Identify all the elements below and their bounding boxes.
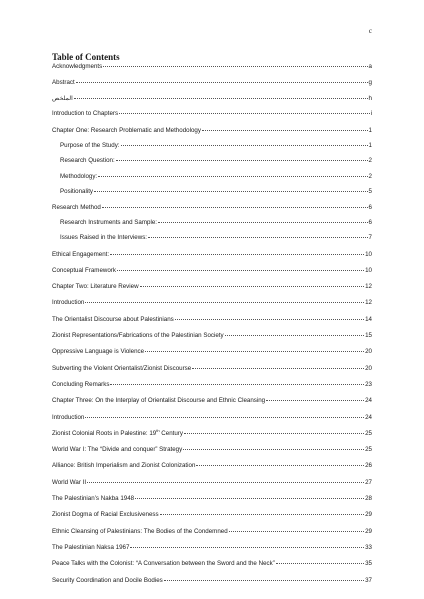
toc-entry[interactable] bbox=[52, 142, 372, 149]
toc-entry-label bbox=[52, 560, 275, 567]
toc-entry-label-text: Zionist Representations/Fabrications of the Palestinian Society bbox=[52, 332, 224, 340]
toc-entry-label bbox=[52, 283, 139, 290]
toc-entry-page: 29 bbox=[365, 511, 372, 519]
toc-entry-label bbox=[52, 95, 73, 102]
toc-entry-label bbox=[52, 63, 102, 70]
toc-entry-label bbox=[52, 204, 101, 211]
toc-entry-page: 15 bbox=[365, 332, 372, 340]
toc-entry-label-text: Conceptual Framework bbox=[52, 266, 116, 274]
toc-entry-page: 24 bbox=[365, 413, 372, 421]
toc-entry-label-text: Research Question: bbox=[60, 157, 115, 165]
dot-leader bbox=[121, 145, 368, 146]
toc-entry-page: 25 bbox=[365, 446, 372, 454]
toc-entry-label bbox=[52, 479, 86, 486]
dot-leader bbox=[94, 191, 368, 192]
toc-entry-label-text: World War I: The “Divide and conquer” Strategy bbox=[52, 446, 183, 454]
toc-entry-page: i bbox=[370, 110, 372, 118]
toc-entry-label bbox=[52, 495, 134, 502]
toc-entry-page: 7 bbox=[368, 234, 372, 242]
toc-entry[interactable] bbox=[52, 560, 372, 567]
dot-leader bbox=[110, 254, 364, 255]
toc-entry-label-text: Zionist Colonial Roots in Palestine: 19 bbox=[52, 429, 157, 437]
toc-entry[interactable] bbox=[52, 544, 372, 551]
toc-entry-page: 20 bbox=[365, 348, 372, 356]
dot-leader bbox=[119, 113, 370, 114]
toc-list bbox=[52, 61, 372, 584]
dot-leader bbox=[135, 498, 364, 499]
dot-leader bbox=[140, 286, 365, 287]
toc-entry-page: 10 bbox=[365, 266, 372, 274]
toc-entry[interactable] bbox=[52, 219, 372, 226]
toc-entry-label-text: Acknowledgments bbox=[52, 62, 103, 70]
page-number: c bbox=[368, 27, 372, 35]
toc-entry-label bbox=[52, 299, 84, 306]
toc-entry[interactable] bbox=[52, 204, 372, 211]
toc-entry[interactable] bbox=[52, 267, 372, 274]
toc-entry[interactable] bbox=[52, 283, 372, 290]
toc-entry-label-text: Ethical Engagement: bbox=[52, 250, 110, 258]
dot-leader bbox=[158, 222, 368, 223]
toc-entry-page: 1 bbox=[368, 142, 372, 150]
toc-entry-page: g bbox=[368, 78, 372, 86]
toc-entry-label-text: Subverting the Violent Orientalist/Zionist Discourse bbox=[52, 364, 192, 372]
dot-leader bbox=[130, 547, 364, 548]
toc-entry-label bbox=[52, 544, 129, 551]
toc-entry-label-text: Chapter Three: On the Interplay of Orientalist Discourse and Ethnic Cleansing bbox=[52, 397, 266, 405]
toc-entry-label bbox=[52, 332, 224, 339]
dot-leader bbox=[85, 417, 364, 418]
toc-entry[interactable] bbox=[52, 79, 372, 86]
toc-entry-label-suffix: Century bbox=[159, 429, 183, 437]
toc-entry-page: 14 bbox=[365, 315, 372, 323]
toc-entry-label bbox=[52, 348, 144, 355]
toc-entry[interactable] bbox=[52, 479, 372, 486]
toc-entry[interactable] bbox=[52, 188, 372, 195]
toc-entry-page: 12 bbox=[365, 299, 372, 307]
toc-entry[interactable] bbox=[52, 577, 372, 584]
dot-leader bbox=[225, 335, 364, 336]
toc-entry[interactable] bbox=[52, 462, 372, 469]
toc-entry-page: 5 bbox=[368, 188, 372, 196]
toc-title: Table of Contents bbox=[52, 52, 120, 62]
dot-leader bbox=[164, 580, 364, 581]
dot-leader bbox=[74, 98, 368, 99]
dot-leader bbox=[266, 400, 364, 401]
dot-leader bbox=[98, 176, 367, 177]
toc-entry[interactable] bbox=[52, 157, 372, 164]
toc-entry[interactable] bbox=[52, 397, 372, 404]
dot-leader bbox=[103, 66, 367, 67]
toc-entry[interactable] bbox=[52, 251, 372, 258]
toc-entry[interactable] bbox=[52, 446, 372, 453]
toc-entry-label-text: Positionality bbox=[60, 188, 94, 196]
toc-entry-label bbox=[52, 110, 118, 117]
dot-leader bbox=[229, 531, 364, 532]
toc-entry-page: 29 bbox=[365, 527, 372, 535]
toc-entry-page: 33 bbox=[365, 543, 372, 551]
toc-entry-label bbox=[60, 188, 93, 195]
dot-leader bbox=[102, 207, 368, 208]
toc-entry-label-text: Oppressive Language is Violence bbox=[52, 348, 145, 356]
toc-entry[interactable] bbox=[52, 528, 372, 535]
toc-entry-label-text: Alliance: British Imperialism and Zionist Colonization bbox=[52, 462, 196, 470]
toc-entry-label bbox=[52, 381, 109, 388]
toc-entry-label-text: Introduction to Chapters bbox=[52, 110, 119, 118]
toc-entry-label bbox=[52, 267, 116, 274]
toc-entry-label-text: Introduction bbox=[52, 413, 85, 421]
toc-entry-label bbox=[60, 157, 115, 164]
toc-entry-page: 20 bbox=[365, 364, 372, 372]
toc-entry-page: 35 bbox=[365, 560, 372, 568]
dot-leader bbox=[276, 563, 364, 564]
dot-leader bbox=[110, 384, 364, 385]
dot-leader bbox=[85, 302, 364, 303]
toc-entry[interactable] bbox=[52, 63, 372, 70]
toc-entry-label bbox=[52, 427, 183, 437]
toc-entry-label-text: The Palestinian Naksa 1967 bbox=[52, 543, 130, 551]
toc-entry-label-text: Issues Raised in the Interviews: bbox=[60, 234, 148, 242]
dot-leader bbox=[183, 449, 364, 450]
toc-entry[interactable] bbox=[52, 365, 372, 372]
toc-entry-page: 26 bbox=[365, 462, 372, 470]
toc-entry-label bbox=[60, 234, 147, 241]
toc-entry[interactable] bbox=[52, 95, 372, 102]
dot-leader bbox=[116, 160, 368, 161]
toc-entry-label-text: Chapter One: Research Problematic and Methodology bbox=[52, 126, 201, 134]
toc-entry-label bbox=[52, 462, 195, 469]
dot-leader bbox=[148, 237, 368, 238]
toc-entry-page: h bbox=[368, 95, 372, 103]
toc-entry[interactable] bbox=[52, 316, 372, 323]
toc-entry[interactable] bbox=[52, 173, 372, 180]
toc-entry-label-text: The Palestinian’s Nakba 1948 bbox=[52, 495, 135, 503]
toc-entry-label bbox=[52, 397, 265, 404]
toc-entry-page: 25 bbox=[365, 429, 372, 437]
toc-entry-page: 2 bbox=[368, 172, 372, 180]
toc-entry-label-text: Introduction bbox=[52, 299, 85, 307]
toc-entry-label-text: Peace Talks with the Colonist: “A Conversation between the Sword and the Neck” bbox=[52, 560, 275, 568]
toc-entry-label-text: Research Instruments and Sample: bbox=[60, 218, 157, 226]
dot-leader bbox=[196, 465, 364, 466]
toc-entry[interactable] bbox=[52, 427, 372, 437]
toc-entry-label-text: الملخص bbox=[52, 95, 73, 103]
toc-entry-label-text: Methodology: bbox=[60, 172, 98, 180]
toc-entry-label bbox=[52, 251, 109, 258]
toc-entry[interactable] bbox=[52, 348, 372, 355]
toc-entry-page: 28 bbox=[365, 495, 372, 503]
toc-entry-label bbox=[60, 219, 157, 226]
toc-entry-label bbox=[52, 511, 159, 518]
toc-entry-label bbox=[52, 79, 75, 86]
toc-entry[interactable] bbox=[52, 381, 372, 388]
dot-leader bbox=[184, 433, 364, 434]
dot-leader bbox=[87, 482, 364, 483]
toc-entry[interactable] bbox=[52, 127, 372, 134]
toc-entry[interactable] bbox=[52, 299, 372, 306]
toc-entry-page: 2 bbox=[368, 157, 372, 165]
toc-entry-page: 6 bbox=[368, 203, 372, 211]
toc-entry-label bbox=[60, 142, 120, 149]
toc-entry-label bbox=[52, 577, 163, 584]
toc-entry[interactable] bbox=[52, 234, 372, 241]
toc-entry-page: a bbox=[368, 62, 372, 70]
toc-entry[interactable] bbox=[52, 414, 372, 421]
dot-leader bbox=[117, 270, 364, 271]
dot-leader bbox=[76, 82, 368, 83]
toc-entry-label-text: World War II bbox=[52, 478, 87, 486]
toc-entry-page: 12 bbox=[365, 283, 372, 291]
toc-entry-label bbox=[60, 173, 97, 180]
toc-entry-label bbox=[52, 365, 191, 372]
toc-entry-label-text: The Orientalist Discourse about Palestinians bbox=[52, 315, 174, 323]
toc-entry-label-text: Purpose of the Study: bbox=[60, 142, 120, 150]
toc-entry[interactable] bbox=[52, 495, 372, 502]
toc-entry-label-text: Security Coordination and Docile Bodies bbox=[52, 576, 163, 584]
dot-leader bbox=[192, 368, 364, 369]
toc-entry-label bbox=[52, 316, 174, 323]
toc-entry-label bbox=[52, 127, 201, 134]
toc-entry-page: 23 bbox=[365, 380, 372, 388]
toc-entry-superscript: th bbox=[156, 427, 160, 433]
dot-leader bbox=[202, 130, 368, 131]
toc-entry-label-text: Zionist Dogma of Racial Exclusiveness bbox=[52, 511, 159, 519]
toc-entry-label-text: Research Method bbox=[52, 203, 101, 211]
toc-entry-label-text: Ethnic Cleansing of Palestinians: The Bodies of the Condemned bbox=[52, 527, 228, 535]
dot-leader bbox=[160, 514, 365, 515]
dot-leader bbox=[145, 351, 364, 352]
toc-entry-label bbox=[52, 528, 228, 535]
dot-leader bbox=[175, 319, 364, 320]
toc-entry-label bbox=[52, 446, 182, 453]
toc-entry-page: 37 bbox=[365, 576, 372, 584]
toc-entry-page: 10 bbox=[365, 250, 372, 258]
toc-entry[interactable] bbox=[52, 332, 372, 339]
toc-entry-page: 27 bbox=[365, 478, 372, 486]
toc-entry-page: 6 bbox=[368, 218, 372, 226]
toc-entry[interactable] bbox=[52, 511, 372, 518]
toc-entry-page: 24 bbox=[365, 397, 372, 405]
toc-entry-label-text: Abstract bbox=[52, 78, 75, 86]
toc-entry-label-text: Concluding Remarks bbox=[52, 380, 110, 388]
toc-entry-page: 1 bbox=[368, 126, 372, 134]
toc-entry-label bbox=[52, 414, 84, 421]
toc-entry-label-text: Chapter Two: Literature Review bbox=[52, 283, 139, 291]
toc-entry[interactable] bbox=[52, 110, 372, 117]
